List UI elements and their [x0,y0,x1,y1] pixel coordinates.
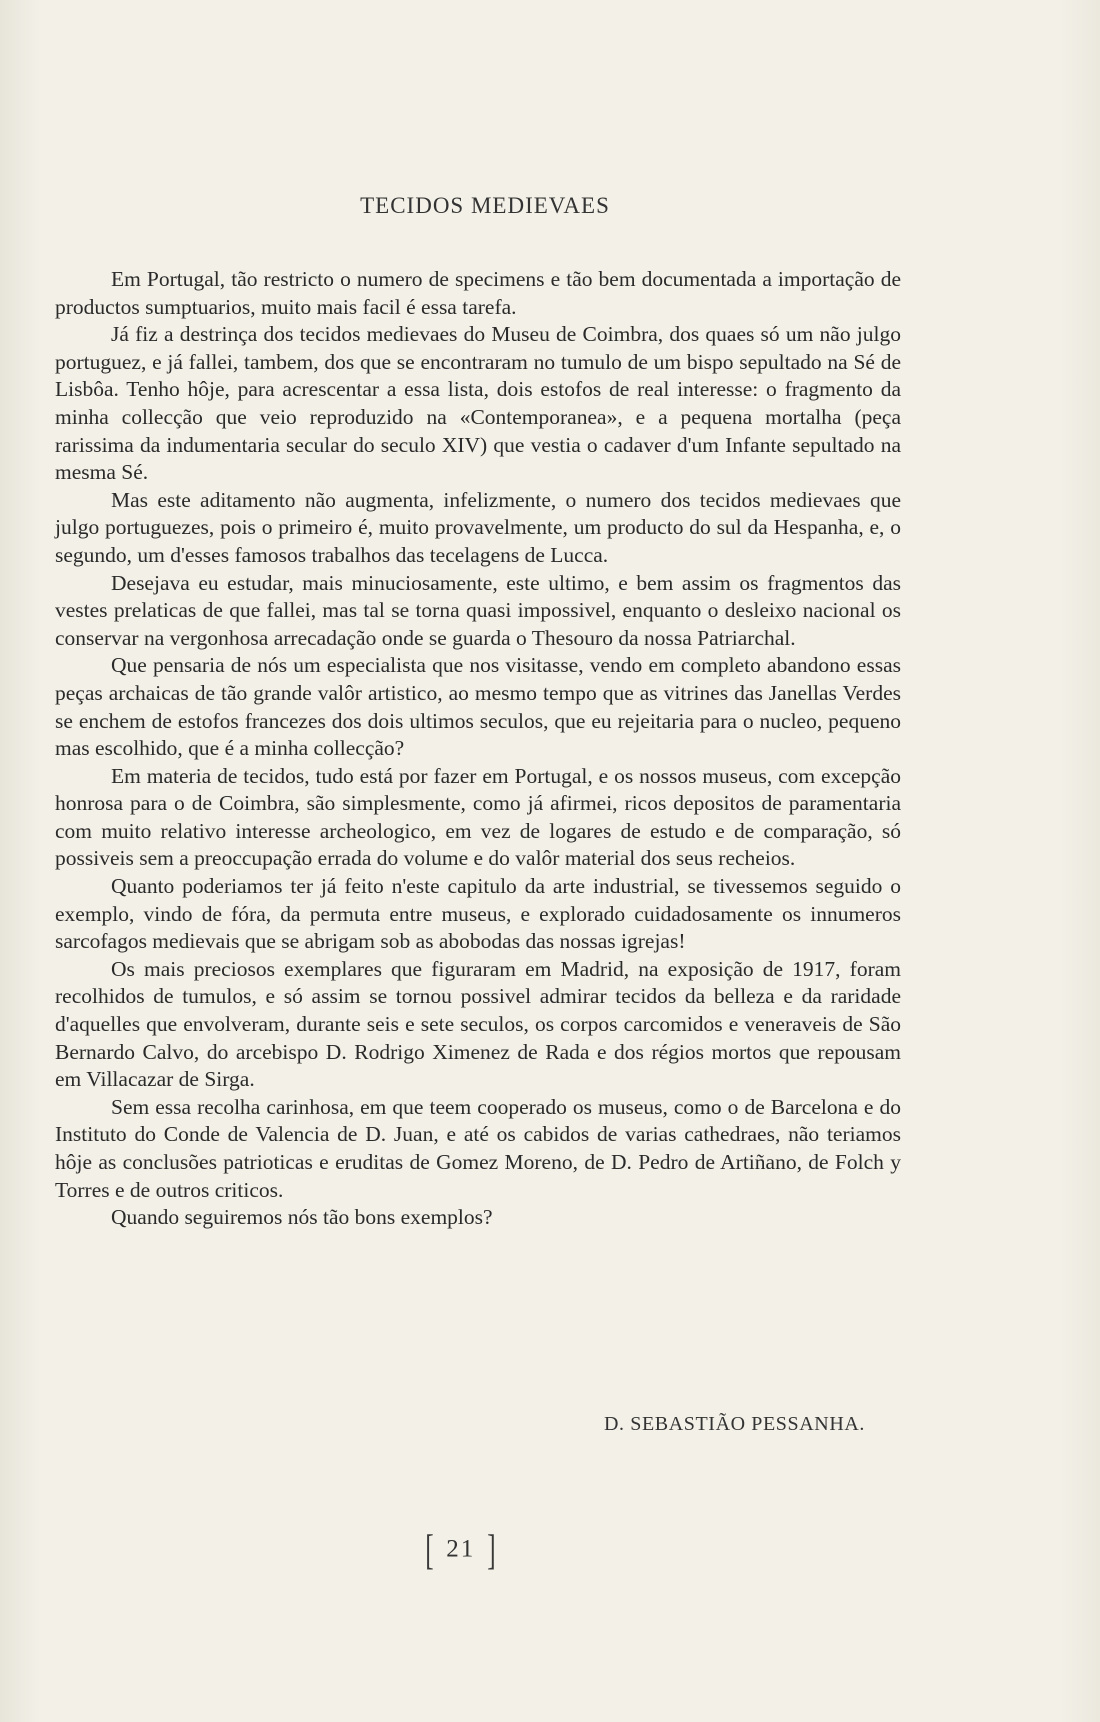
paragraph: Quando seguiremos nós tão bons exemplos? [111,1205,493,1230]
bracket-open: [ [425,1528,435,1574]
paragraph: Quanto poderiamos ter já feito n'este capitulo da arte industrial, se tivessemos seguido o exemplo, vindo de fóra, da permuta entre museus, e explorado cuidadosamente os innumeros sarcofagos medievais que se abrigam sob as abobodas das nossas igrejas! [55,874,901,954]
paragraph: Os mais preciosos exemplares que figuraram em Madrid, na exposição de 1917, foram recolhidos de tumulos, e só assim se tornou possivel admirar tecidos da belleza e da raridade d'aquelles que envolveram, durante seis e sete seculos, os corpos carcomidos e veneraveis de São Bernardo Calvo, do arcebispo D. Rodrigo Ximenez de Rada e dos régios mortos que repousam em Villacazar de Sirga. [55,956,901,1092]
page-title: TECIDOS MEDIEVAES [360,193,610,218]
paragraph: Desejava eu estudar, mais minuciosamente, este ultimo, e bem assim os fragmentos das vestes prelaticas de que fallei, mas tal se torna quasi impossivel, enquanto o desleixo nacional os conservar na vergonhosa arrecadação onde se guarda o Thesouro da nossa Patriarchal. [55,570,901,650]
paragraph: Mas este aditamento não augmenta, infelizmente, o numero dos tecidos medievaes que julgo portuguezes, pois o primeiro é, muito provavelmente, um producto do sul da Hespanha, e, o segundo, um d'esses famosos trabalhos das tecelagens de Lucca. [55,487,901,567]
page-number-value: 21 [446,1535,476,1563]
body-text [55,266,901,1232]
paragraph: Sem essa recolha carinhosa, em que teem cooperado os museus, como o de Barcelona e do Instituto do Conde de Valencia de D. Juan, e até os cabidos de varias cathedraes, não teriamos hôje as conclusões patrioticas e eruditas de Gomez Moreno, de D. Pedro de Artiñano, de Folch y Torres e de outros criticos. [55,1094,901,1202]
bracket-close: ] [486,1528,497,1574]
paragraph: Em materia de tecidos, tudo está por fazer em Portugal, e os nossos museus, com excepção honrosa para o de Coimbra, são simplesmente, como já afirmei, ricos depositos de paramentaria com muito relativo interesse archeologico, em vez de logares de estudo e de comparação, só possiveis sem a preoccupação errada do volume e do valôr material dos seus recheios. [55,763,901,871]
paragraph: Já fiz a destrinça dos tecidos medievaes do Museu de Coimbra, dos quaes só um não julgo portuguez, e já fallei, tambem, dos que se encontraram no tumulo de um bispo sepultado na Sé de Lisbôa. Tenho hôje, para acrescentar a essa lista, dois estofos de real interesse: o fragmento da minha collecção que veio reproduzido na «Contemporanea», e a pequena mortalha (peça rarissima da indumentaria secular do seculo XIV) que vestia o cadaver d'um Infante sepultado na mesma Sé. [55,322,901,485]
author-signature: D. SEBASTIÃO PESSANHA. [604,1413,866,1435]
page-number [422,1530,500,1572]
paragraph: Em Portugal, tão restricto o numero de specimens e tão bem documentada a importação de productos sumptuarios, muito mais facil é essa tarefa. [55,267,901,319]
paragraph: Que pensaria de nós um especialista que nos visitasse, vendo em completo abandono essas peças archaicas de tão grande valôr artistico, ao mesmo tempo que as vitrines das Janellas Verdes se enchem de estofos francezes dos dois ultimos seculos, que eu rejeitaria para o nucleo, pequeno mas escolhido, que é a minha collecção? [55,653,901,761]
